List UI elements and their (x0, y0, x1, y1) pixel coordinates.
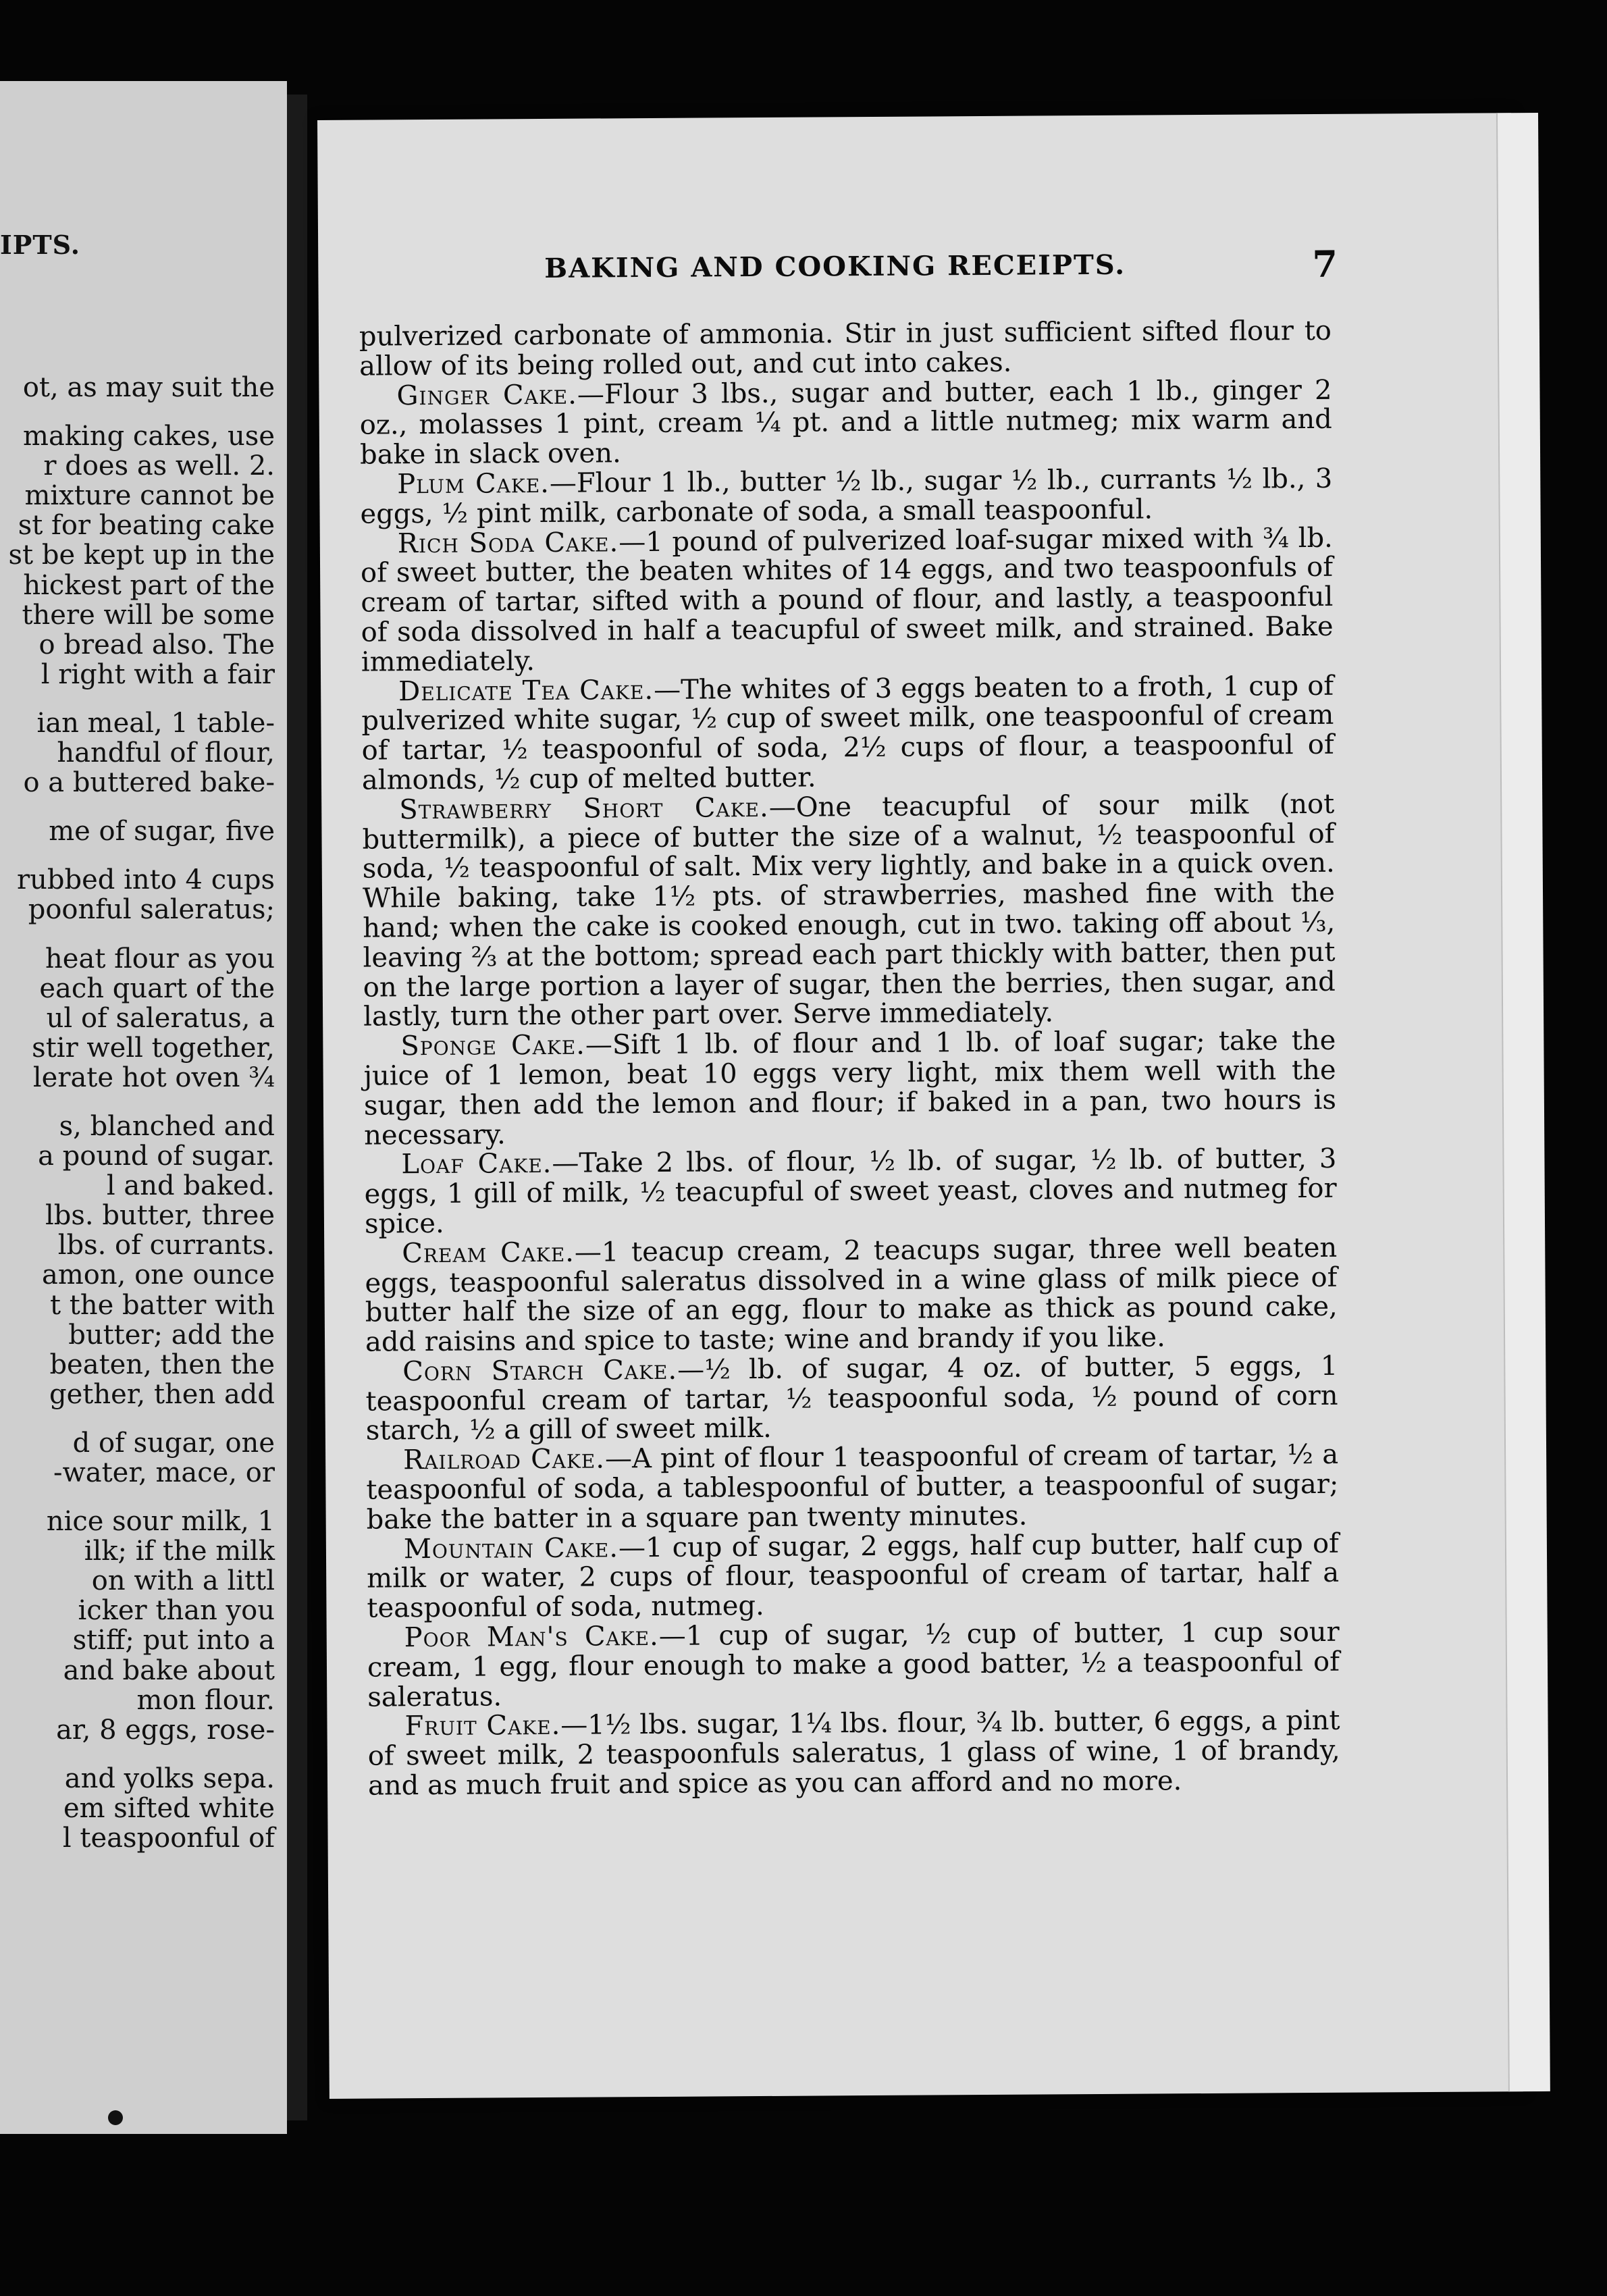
left-page-line: stir well together, (32, 1032, 275, 1064)
page-edge (1496, 113, 1550, 2091)
left-page-line: heat flour as you (45, 943, 275, 974)
recipe-title: Delicate Tea Cake. (398, 674, 654, 707)
recipe-title: Plum Cake. (397, 467, 550, 500)
left-page-line: l and baked. (106, 1170, 275, 1202)
left-page-line: d of sugar, one (72, 1427, 275, 1459)
book-page (317, 113, 1523, 2099)
recipe-body: —1 cup of sugar, 2 eggs, half cup butter, half cup of milk or water, 2 cups of flour, teaspoonful of cream of tartar, half a teaspoonful of soda, nutmeg. (367, 1528, 1340, 1624)
recipe-title: Ginger Cake. (396, 379, 578, 411)
recipe-title: Fruit Cake. (404, 1710, 561, 1742)
left-page-line: mon flour. (136, 1684, 275, 1716)
recipe-body: —Sift 1 lb. of flour and 1 lb. of loaf sugar; take the juice of 1 lemon, beat 10 eggs very light, mix them well with the sugar, then add the lemon and flour; if baked in a pan, two hours is necessary. (363, 1024, 1337, 1151)
recipe-loaf-cake (364, 1145, 1337, 1239)
recipe-delicate-tea-cake (361, 671, 1334, 795)
recipe-body: —1 teacup cream, 2 teacups sugar, three well beaten eggs, teaspoonful saleratus dissolved in a wine glass of milk piece of butter half the size of an egg, flour to make as thick as pound cake, add raisins and spice to taste; wine and brandy if you like. (365, 1232, 1338, 1358)
recipe-plum-cake (360, 465, 1333, 529)
recipe-corn-starch-cake (365, 1352, 1338, 1446)
left-page-line: hickest part of the (23, 569, 275, 601)
left-page-line: beaten, then the (49, 1349, 275, 1380)
left-page-line: butter; add the (68, 1319, 275, 1351)
recipe-cream-cake (365, 1234, 1338, 1358)
recipe-title: Mountain Cake. (403, 1532, 619, 1565)
page-number: 7 (1312, 242, 1338, 286)
recipe-title: Cream Cake. (402, 1236, 575, 1269)
recipe-body: —1 cup of sugar, ½ cup of butter, 1 cup sour cream, 1 egg, flour enough to make a good batter, ½ a teaspoonful of saleratus. (367, 1616, 1340, 1713)
left-page-line: nice sour milk, 1 (46, 1506, 275, 1538)
book-gutter (287, 95, 307, 2120)
left-page-line: l right with a fair (41, 658, 275, 690)
recipe-body: —The whites of 3 eggs beaten to a froth, 1 cup of pulverized white sugar, ½ cup of sweet milk, one teaspoonful of cream of tartar, ½ teaspoonful of soda, 2½ cups of flour, a teaspoonful of almonds, ½ cup of melted butter. (361, 670, 1334, 796)
left-page-line: handful of flour, (57, 737, 275, 769)
left-page-header: IPTS. (0, 230, 80, 260)
left-page-line: icker than you (78, 1595, 275, 1627)
left-page-line: and yolks sepa. (64, 1763, 275, 1794)
recipe-ginger-cake (359, 375, 1332, 470)
left-page-line: ul of saleratus, a (46, 1002, 275, 1034)
left-page-lines (9, 373, 275, 1853)
left-page-line: amon, one ounce (42, 1259, 275, 1291)
recipe-title: Rich Soda Cake. (397, 526, 619, 559)
left-page-line: there will be some (22, 599, 275, 631)
recipe-body: —One teacupful of sour milk (not buttermilk), a piece of butter the size of a walnut, ½ teaspoonful of soda, ½ teaspoonful of salt. Mix very lightly, and bake in a quick oven. While baking, take 1½ pts. of strawberries, mashed fine with the hand; when the cake is cooked enough, cut in two. taking off about ⅓, leaving ⅔ at the bottom; spread each part thickly with batter, then put on the large portion a layer of sugar, then the berries, then sugar, and lastly, turn the other part over. Serve immediately. (362, 788, 1336, 1033)
left-page-line: l teaspoonful of (62, 1823, 275, 1854)
left-page-line: o a buttered bake- (23, 767, 275, 799)
recipe-sponge-cake (363, 1026, 1336, 1151)
recipe-text-block (359, 317, 1340, 1802)
left-page-line: lbs. butter, three (45, 1200, 275, 1232)
left-page-line: each quart of the (39, 972, 275, 1004)
recipe-strawberry-short-cake (362, 790, 1336, 1033)
left-facing-page (0, 81, 287, 2134)
running-head: BAKING AND COOKING RECEIPTS. (544, 249, 1126, 284)
left-page-line: st be kept up in the (8, 540, 275, 571)
left-page-line: em sifted white (63, 1792, 275, 1824)
left-page-line: gether, then add (49, 1378, 275, 1410)
recipe-title: Sponge Cake. (400, 1029, 586, 1062)
left-page-line: lerate hot oven ¾ (32, 1062, 275, 1093)
left-page-line: mixture cannot be (24, 480, 275, 512)
left-page-line: lbs. of currants. (57, 1230, 275, 1261)
left-page-line: ar, 8 eggs, rose- (56, 1714, 275, 1746)
left-page-line: poonful saleratus; (28, 894, 275, 926)
left-page-line: st for beating cake (18, 510, 275, 542)
left-page-line: t the batter with (50, 1289, 275, 1321)
left-page-line: ilk; if the milk (84, 1536, 275, 1567)
intro-paragraph: pulverized carbonate of ammonia. Stir in just sufficient sifted flour to allow of its being rolled out, and cut into cakes. (359, 315, 1332, 382)
recipe-body: —Flour 3 lbs., sugar and butter, each 1 lb., ginger 2 oz., molasses 1 pint, cream ¼ pt. and a little nutmeg; mix warm and bake in slack oven. (359, 374, 1332, 471)
recipe-rich-soda-cake (361, 523, 1334, 677)
recipe-poor-mans-cake (367, 1618, 1340, 1713)
recipe-title: Corn Starch Cake. (402, 1354, 678, 1388)
left-page-line: making cakes, use (23, 421, 275, 452)
left-page-line: ot, as may suit the (22, 372, 275, 403)
recipe-fruit-cake (367, 1706, 1340, 1801)
left-page-line: o bread also. The (38, 629, 275, 660)
recipe-body: —1½ lbs. sugar, 1¼ lbs. flour, ¾ lb. butter, 6 eggs, a pint of sweet milk, 2 teaspoonfuls saleratus, 1 glass of wine, 1 of brandy, and as much fruit and spice as you can afford and no more. (367, 1705, 1340, 1802)
recipe-body: —1 pound of pulverized loaf-sugar mixed with ¾ lb. of sweet butter, the beaten whites of 14 eggs, and two teaspoonfuls of cream of tartar, sifted with a pound of flour, and lastly, a teaspoonful of soda dissolved in half a teacupful of sweet milk, and strained. Bake immediately. (360, 522, 1334, 678)
recipe-body: —Take 2 lbs. of flour, ½ lb. of sugar, ½ lb. of butter, 3 eggs, 1 gill of milk, ½ teacupful of sweet yeast, cloves and nutmeg for spice. (364, 1143, 1337, 1240)
left-page-line: a pound of sugar. (38, 1141, 275, 1172)
left-page-line: stiff; put into a (72, 1625, 275, 1656)
left-page-line: me of sugar, five (49, 816, 275, 847)
recipe-body: —½ lb. of sugar, 4 oz. of butter, 5 eggs, 1 teaspoonful cream of tartar, ½ teaspoonful soda, ½ pound of corn starch, ½ a gill of sweet milk. (365, 1350, 1338, 1447)
ink-spot (108, 2110, 123, 2125)
recipe-title: Railroad Cake. (402, 1443, 606, 1476)
left-page-line: rubbed into 4 cups (17, 864, 275, 896)
left-page-line: and bake about (63, 1654, 275, 1686)
left-page-line: -water, mace, or (53, 1457, 275, 1488)
recipe-title: Poor Man's Cake. (404, 1621, 659, 1654)
left-page-line: on with a littl (91, 1565, 275, 1597)
left-page-line: s, blanched and (59, 1110, 275, 1142)
recipe-title: Strawberry Short Cake. (399, 791, 769, 826)
recipe-body: —Flour 1 lb., butter ½ lb., sugar ½ lb., currants ½ lb., 3 eggs, ½ pint milk, carbonate of soda, a small teaspoonful. (360, 463, 1333, 530)
recipe-title: Loaf Cake. (401, 1148, 552, 1180)
recipe-mountain-cake (367, 1529, 1340, 1623)
left-page-line: ian meal, 1 table- (36, 707, 275, 739)
recipe-railroad-cake (366, 1440, 1339, 1535)
left-page-line: r does as well. 2. (43, 450, 275, 482)
recipe-body: —A pint of flour 1 teaspoonful of cream of tartar, ½ a teaspoonful of soda, a tablespoonful of butter, a teaspoonful of sugar; bake the batter in a square pan twenty minutes. (366, 1439, 1339, 1536)
